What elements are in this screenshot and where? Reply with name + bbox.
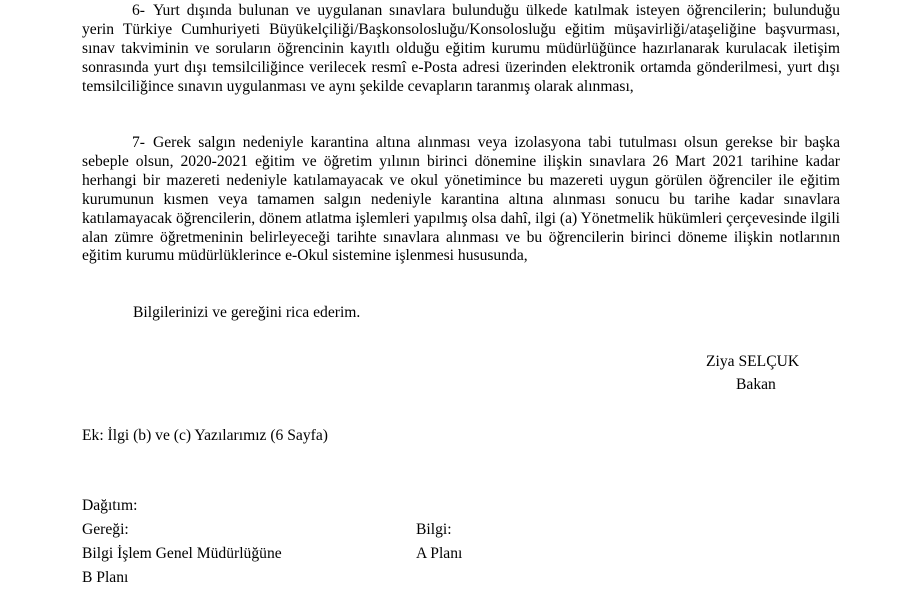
action-recipient-item: Bilgi İşlem Genel Müdürlüğüne <box>82 545 282 562</box>
action-recipient-item: B Planı <box>82 569 129 586</box>
info-recipient-item: A Planı <box>416 545 463 562</box>
signer-name: Ziya SELÇUK <box>706 353 800 370</box>
item-7-paragraph <box>82 134 840 266</box>
item-6-number: 6- <box>132 2 145 19</box>
item-6-text: Yurt dışında bulunan ve uygulanan sınavlara bulunduğu ülkede katılmak isteyen öğrencilerin; bulunduğu yerin Türkiye Cumhuriyeti Büyükelçiliği/Başkonsolosluğu/Konsolosluğu eğitim müşavirliği/ataşeliğine başvurması, sınav takviminin ve soruların öğrencinin kayıtlı olduğu eğitim kurumu müdürlüğünce hazırlanarak kurulacak iletişim sonrasında yurt dışı temsilciliğince verilecek resmî e-Posta adresi üzerinden elektronik ortamda gönderilmesi, yurt dışı temsilciliğince sınavın uygulanması ve aynı şekilde cevapların taranmış olarak alınması, <box>82 2 840 95</box>
item-7-number: 7- <box>132 134 145 151</box>
item-7-text: Gerek salgın nedeniyle karantina altına alınması veya izolasyona tabi tutulması olsun gerekse bir başka sebeple olsun, 2020-2021 eğitim ve öğretim yılının birinci dönemine ilişkin sınavlara 26 Mart 2021 tarihine kadar herhangi bir mazereti nedeniyle katılamayacak ve okul yönetimince bu mazereti uygun görülen öğrenciler ile eğitim kurumunun kısmen veya tamamen salgın nedeniyle karantina altına alınması sonucu bu tarihe kadar sınavlara katılamayacak öğrencilerin, dönem atlatma işlemleri yapılmış olsa dahî, ilgi (a) Yönetmelik hükümleri çerçevesinde ilgili alan zümre öğretmeninin belirleyeceği tarihte sınavlara alınması ve bu öğrencilerin birinci döneme ilişkin notlarının eğitim kurumu müdürlüklerince e-Okul sistemine işlenmesi hususunda, <box>82 134 840 265</box>
attachment-note: Ek: İlgi (b) ve (c) Yazılarımız (6 Sayfa) <box>82 427 328 444</box>
signer-title: Bakan <box>736 376 776 393</box>
info-recipients-label: Bilgi: <box>416 521 452 538</box>
action-recipients-label: Gereği: <box>82 521 129 538</box>
item-6-paragraph <box>82 2 840 97</box>
closing-sentence: Bilgilerinizi ve gereğini rica ederim. <box>133 304 361 321</box>
distribution-label: Dağıtım: <box>82 497 138 514</box>
